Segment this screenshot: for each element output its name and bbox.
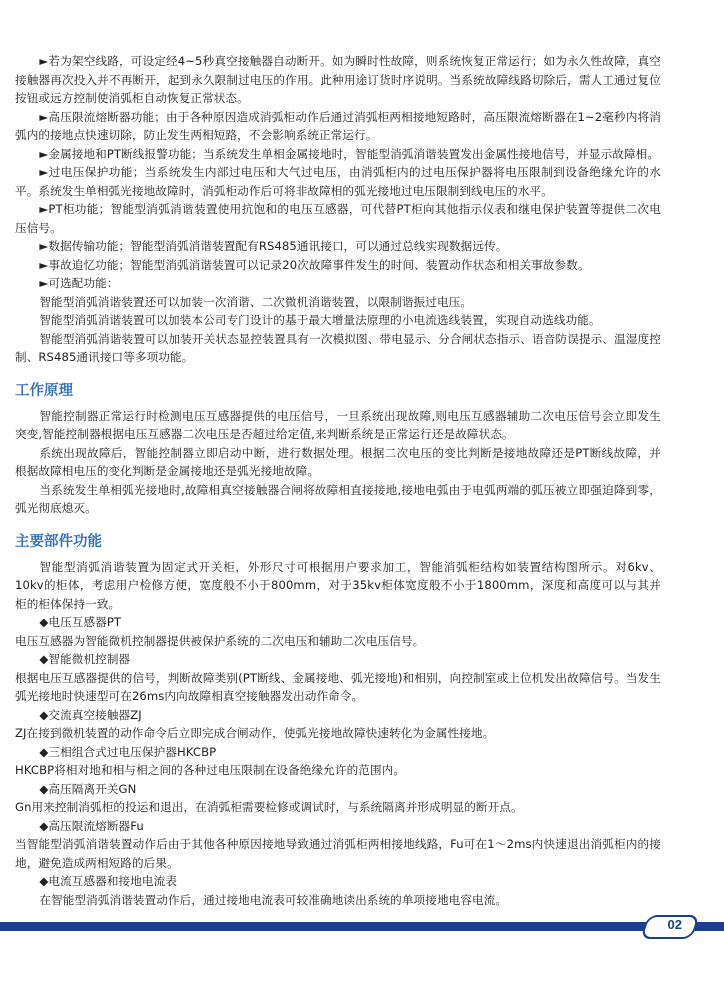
function-item: ►可选配功能： <box>39 276 119 290</box>
components-heading: 主要部件功能 <box>15 533 102 550</box>
footer-bar <box>0 922 724 931</box>
function-item: ►数据传输功能；智能型消弧消谐装置配有RS485通讯接口，可以通过总线实现数据远传。 <box>39 239 508 253</box>
function-item: 智能型消弧消谐装置可以加装开关状态显控装置具有一次模拟图、带电显示、分合闸状态指示、语音防误提示、温湿度控制、RS485通讯接口等多项功能。 <box>15 331 661 364</box>
principle-heading: 工作原理 <box>15 382 73 399</box>
principle-paragraph: 系统出现故障后，智能控制器立即启动中断，进行数据处理。根据二次电压的变比判断是接地故障还是PT断线故障，并根据故障相电压的变化判断是金属接地还是弧光接地故障。 <box>15 445 661 478</box>
function-item: ►若为架空线路，可设定经4~5秒真空接触器自动断开。如为瞬时性故障，则系统恢复正常运行；如为永久性故障，真空接触器再次投入并不再断开，起到永久限制过电压的作用。此种用途订货时序说明。当系统故障线路切除后，需人工通过复位按钮或远方控制使消弧柜自动恢复正常状态。 <box>15 54 661 105</box>
page-number: 02 <box>667 917 682 932</box>
component-desc: 当智能型消弧消谐装置动作后由于其他各种原因接地导致通过消弧柜两相接地线路，Fu可在1～2ms内快速退出消弧柜内的接地，避免造成两相短路的后果。 <box>15 837 661 870</box>
function-list <box>15 52 661 367</box>
function-item: ►高压限流熔断器功能；由于各种原因造成消弧柜动作后通过消弧柜两相接地短路时，高压限流熔断器在1~2毫秒内将消弧内的接地点快速切除，防止发生两相短路，不会影响系统正常运行。 <box>15 109 661 142</box>
function-item: ►金属接地和PT断线报警功能；当系统发生单相金属接地时，智能型消弧消谐装置发出金属性接地信号，并显示故障相。 <box>39 146 660 161</box>
function-item: ►事故追忆功能；智能型消弧消谐装置可以记录20次故障事件发生的时间、装置动作状态和相关事故参数。 <box>39 257 590 272</box>
function-item: 智能型消弧消谐装置可以加装本公司专门设计的基于最大增量法原理的小电流选线装置，实现自动选线功能。 <box>39 313 601 327</box>
principle-paragraph: 智能控制器正常运行时检测电压互感器提供的电压信号，一旦系统出现故障,则电压互感器辅助二次电压信号会立即发生突变,智能控制器根据电压互感器二次电压是否超过给定值,来判断系统是正常运行还是故障状态。 <box>15 408 661 441</box>
component-title: ◆高压隔离开关GN <box>39 781 137 796</box>
component-desc: ZJ在接到微机装置的动作命令后立即完成合闸动作，使弧光接地故障快速转化为金属性接地。 <box>15 726 495 740</box>
component-desc: Gn用来控制消弧柜的投运和退出，在消弧柜需要检修或调试时，与系统隔离并形成明显的断开点。 <box>15 800 523 814</box>
page-content <box>15 52 661 909</box>
component-desc: HKCBP将相对地和相与相之间的各种过电压限制在设备绝缘允许的范围内。 <box>15 763 406 777</box>
function-item: 智能型消弧消谐装置还可以加装一次消谐、二次微机消谐装置，以限制谐振过电压。 <box>39 294 473 309</box>
component-desc: 根据电压互感器提供的信号，判断故障类别(PT断线、金属接地、弧光接地)和相别，向控制室或上位机发出故障信号。当发生弧光接地时快速型可在26ms内向故障相真空接触器发出动作命令。 <box>15 670 661 703</box>
component-title: ◆智能微机控制器 <box>39 652 131 666</box>
component-title: ◆高压限流熔断器Fu <box>39 818 144 833</box>
function-item: ►PT柜功能；智能型消弧消谐装置使用抗饱和的电压互感器，可代替PT柜向其他指示仪表和继电保护装置等提供二次电压信号。 <box>15 202 661 235</box>
principle-paragraph: 当系统发生单相弧光接地时,故障相真空接触器合闸将故障相直接接地,接地电弧由于电弧两端的弧压被立即强迫降到零，弧光彻底熄灭。 <box>15 482 661 515</box>
component-title: ◆电压互感器PT <box>39 615 122 629</box>
component-desc: 在智能型消弧消谐装置动作后，通过接地电流表可较准确地读出系统的单项接地电容电流。 <box>39 892 508 907</box>
component-title: ◆交流真空接触器ZJ <box>39 707 142 722</box>
component-desc: 电压互感器为智能微机控制器提供被保护系统的二次电压和辅助二次电压信号。 <box>15 633 425 648</box>
component-title: ◆三相组合式过电压保护器HKCBP <box>39 744 217 759</box>
function-item: ►过电压保护功能；当系统发生内部过电压和大气过电压，由消弧柜内的过电压保护器将电压限制到设备绝缘允许的水平。系统发生单相弧光接地故障时，消弧柜动作后可将非故障相的弧光接地过电压限制到线电压的水平。 <box>15 165 661 198</box>
components-section <box>15 532 661 910</box>
principle-section <box>15 381 661 518</box>
component-title: ◆电流互感器和接地电流表 <box>39 874 178 888</box>
components-intro: 智能型消弧消谐装置为固定式开关柜，外形尺寸可根据用户要求加工，智能消弧柜结构如装置结构图所示。对6kv、10kv的柜体，考虑用户检修方便，宽度般不小于800mm，对于35kv柜体宽度般不小于1800mm，深度和高度可以与其并柜的柜体保持一致。 <box>15 559 661 611</box>
